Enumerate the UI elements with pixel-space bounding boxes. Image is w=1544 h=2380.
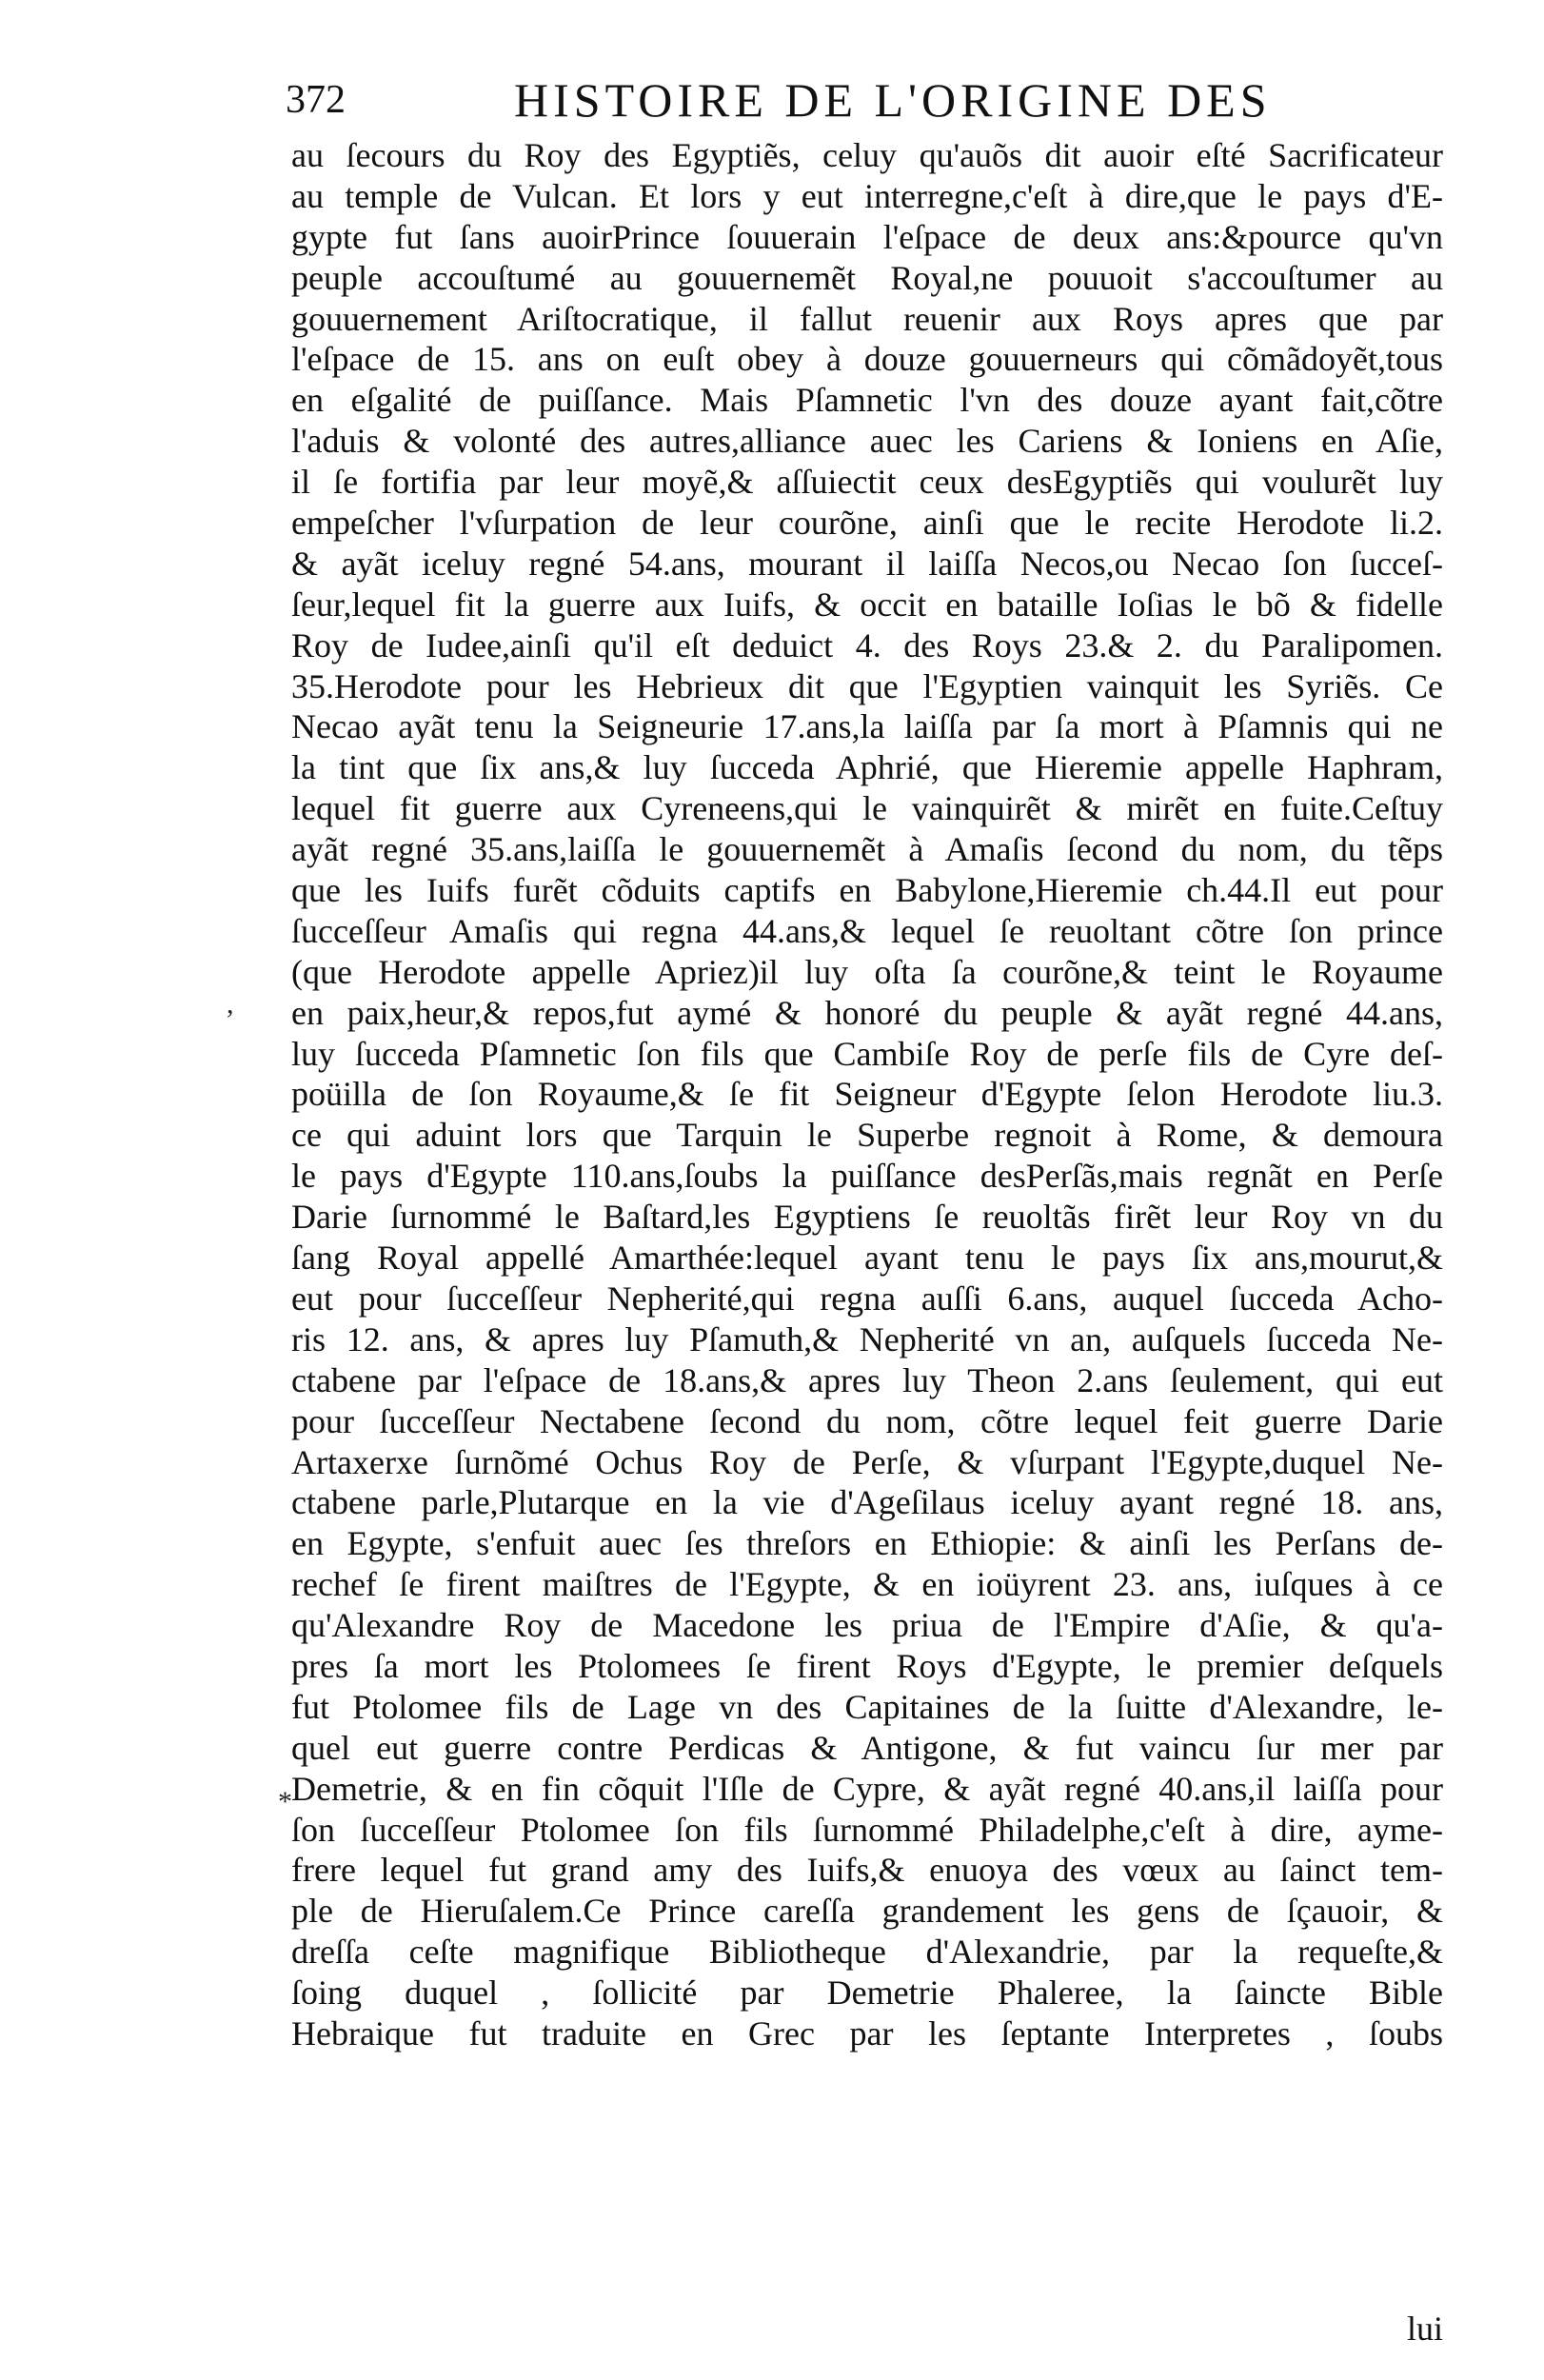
margin-mark: * — [278, 1786, 292, 1817]
text-line: ctabene parle,Plutarque en la vie d'Ageſilaus iceluy ayant regné 18. ans, — [291, 1483, 1443, 1522]
text-line: ſoing duquel , ſollicité par Demetrie Phaleree, la ſaincte Bible — [291, 1973, 1443, 2013]
text-line: quel eut guerre contre Perdicas & Antigone, & fut vaincu ſur mer par — [291, 1728, 1443, 1767]
text-line: Necao ayãt tenu la Seigneurie 17.ans,la laiſſa par ſa mort à Pſamnis qui ne — [291, 707, 1443, 746]
text-line: & ayãt iceluy regné 54.ans, mourant il laiſſa Necos,ou Necao ſon ſucceſ- — [291, 544, 1443, 583]
text-line: eut pour ſucceſſeur Nepherité,qui regna auſſi 6.ans, auquel ſucceda Acho- — [291, 1279, 1443, 1318]
text-line: ſon ſucceſſeur Ptolomee ſon fils ſurnommé Philadelphe,c'eſt à dire, ayme- — [291, 1810, 1443, 1849]
text-line: Hebraique fut traduite en Grec par les ſeptante Interpretes , ſoubs — [291, 2013, 1443, 2053]
body-text — [291, 135, 1443, 2054]
text-line: ce qui aduint lors que Tarquin le Superbe regnoit à Rome, & demoura — [291, 1116, 1443, 1155]
text-line: rechef ſe firent maiſtres de l'Egypte, & en ioüyrent 23. ans, iuſques à ce — [291, 1565, 1443, 1604]
text-line: Roy de Iudee,ainſi qu'il eſt deduict 4. des Roys 23.& 2. du Paralipomen. — [291, 625, 1443, 664]
text-line: (que Herodote appelle Apriez)il luy oſta ſa courõne,& teint le Royaume — [291, 952, 1443, 991]
margin-mark: , — [227, 988, 234, 1020]
text-line: ſucceſſeur Amaſis qui regna 44.ans,& lequel ſe reuoltant cõtre ſon prince — [291, 911, 1443, 950]
text-line: frere lequel fut grand amy des Iuifs,& enuoya des vœux au ſainct tem- — [291, 1851, 1443, 1890]
text-line: au ſecours du Roy des Egyptiẽs, celuy qu'auõs dit auoir eſté Sacrificateur — [291, 136, 1443, 174]
text-line: ſang Royal appellé Amarthée:lequel ayant tenu le pays ſix ans,mourut,& — [291, 1239, 1443, 1278]
text-line: Artaxerxe ſurnõmé Ochus Roy de Perſe, & vſurpant l'Egypte,duquel Ne- — [291, 1442, 1443, 1481]
text-line: Darie ſurnommé le Baſtard,les Egyptiens ſe reuoltãs firẽt leur Roy vn du — [291, 1198, 1443, 1237]
page-header — [286, 67, 1466, 133]
running-title: HISTOIRE DE L'ORIGINE DES — [514, 73, 1272, 127]
text-line: luy ſucceda Pſamnetic ſon fils que Cambiſe Roy de perſe fils de Cyre deſ- — [291, 1034, 1443, 1073]
text-line: ctabene par l'eſpace de 18.ans,& apres luy Theon 2.ans ſeulement, qui eut — [291, 1360, 1443, 1399]
text-line: il ſe fortifia par leur moyẽ,& aſſuiectit ceux desEgyptiẽs qui voulurẽt luy — [291, 463, 1443, 502]
text-line: peuple accouſtumé au gouuernemẽt Royal,ne pouuoit s'accouſtumer au — [291, 258, 1443, 297]
text-line: gypte fut ſans auoirPrince ſouuerain l'eſpace de deux ans:&pource qu'vn — [291, 217, 1443, 256]
text-line: ayãt regné 35.ans,laiſſa le gouuernemẽt à Amaſis ſecond du nom, du tẽps — [291, 830, 1443, 869]
text-line: ris 12. ans, & apres luy Pſamuth,& Nepherité vn an, auſquels ſucceda Ne- — [291, 1319, 1443, 1359]
catchword: lui — [1407, 2310, 1444, 2348]
text-line: l'aduis & volonté des autres,alliance auec les Cariens & Ioniens en Aſie, — [291, 422, 1443, 461]
text-line: ſeur,lequel fit la guerre aux Iuifs, & occit en bataille Ioſias le bõ & fidelle — [291, 585, 1443, 624]
text-line: fut Ptolomee fils de Lage vn des Capitaines de la ſuitte d'Alexandre, le- — [291, 1687, 1443, 1726]
text-line: le pays d'Egypte 110.ans,ſoubs la puiſſance desPerſãs,mais regnãt en Perſe — [291, 1157, 1443, 1196]
text-line: gouuernement Ariſtocratique, il fallut reuenir aux Roys apres que par — [291, 299, 1443, 338]
text-line: lequel fit guerre aux Cyreneens,qui le vainquirẽt & mirẽt en fuite.Ceſtuy — [291, 789, 1443, 828]
text-line: l'eſpace de 15. ans on euſt obey à douze gouuerneurs qui cõmãdoyẽt,tous — [291, 340, 1443, 379]
text-line: pour ſucceſſeur Nectabene ſecond du nom, cõtre lequel feit guerre Darie — [291, 1401, 1443, 1440]
text-line: poüilla de ſon Royaume,& ſe fit Seigneur d'Egypte ſelon Herodote liu.3. — [291, 1075, 1443, 1114]
text-line: dreſſa ceſte magnifique Bibliotheque d'Alexandrie, par la requeſte,& — [291, 1933, 1443, 1972]
text-line: Demetrie, & en fin cõquit l'Iſle de Cypre, & ayãt regné 40.ans,il laiſſa pour — [291, 1769, 1443, 1808]
text-line: empeſcher l'vſurpation de leur courõne, ainſi que le recite Herodote li.2. — [291, 504, 1443, 543]
text-line: que les Iuifs furẽt cõduits captifs en Babylone,Hieremie ch.44.Il eut pour — [291, 871, 1443, 910]
text-line: qu'Alexandre Roy de Macedone les priua de l'Empire d'Aſie, & qu'a- — [291, 1606, 1443, 1645]
text-line: en eſgalité de puiſſance. Mais Pſamnetic l'vn des douze ayant fait,cõtre — [291, 381, 1443, 420]
text-line: en paix,heur,& repos,fut aymé & honoré du peuple & ayãt regné 44.ans, — [291, 993, 1443, 1032]
text-line: en Egypte, s'enfuit auec ſes threſors en Ethiopie: & ainſi les Perſans de- — [291, 1524, 1443, 1563]
text-line: ple de Hieruſalem.Ce Prince careſſa grandement les gens de ſçauoir, & — [291, 1892, 1443, 1931]
text-line: 35.Herodote pour les Hebrieux dit que l'Egyptien vainquit les Syriẽs. Ce — [291, 666, 1443, 705]
text-line: au temple de Vulcan. Et lors y eut interregne,c'eſt à dire,que le pays d'E- — [291, 176, 1443, 215]
text-line: pres ſa mort les Ptolomees ſe firent Roys d'Egypte, le premier deſquels — [291, 1646, 1443, 1685]
page-number: 372 — [286, 78, 346, 122]
text-line: la tint que ſix ans,& luy ſucceda Aphrié, que Hieremie appelle Haphram, — [291, 748, 1443, 787]
